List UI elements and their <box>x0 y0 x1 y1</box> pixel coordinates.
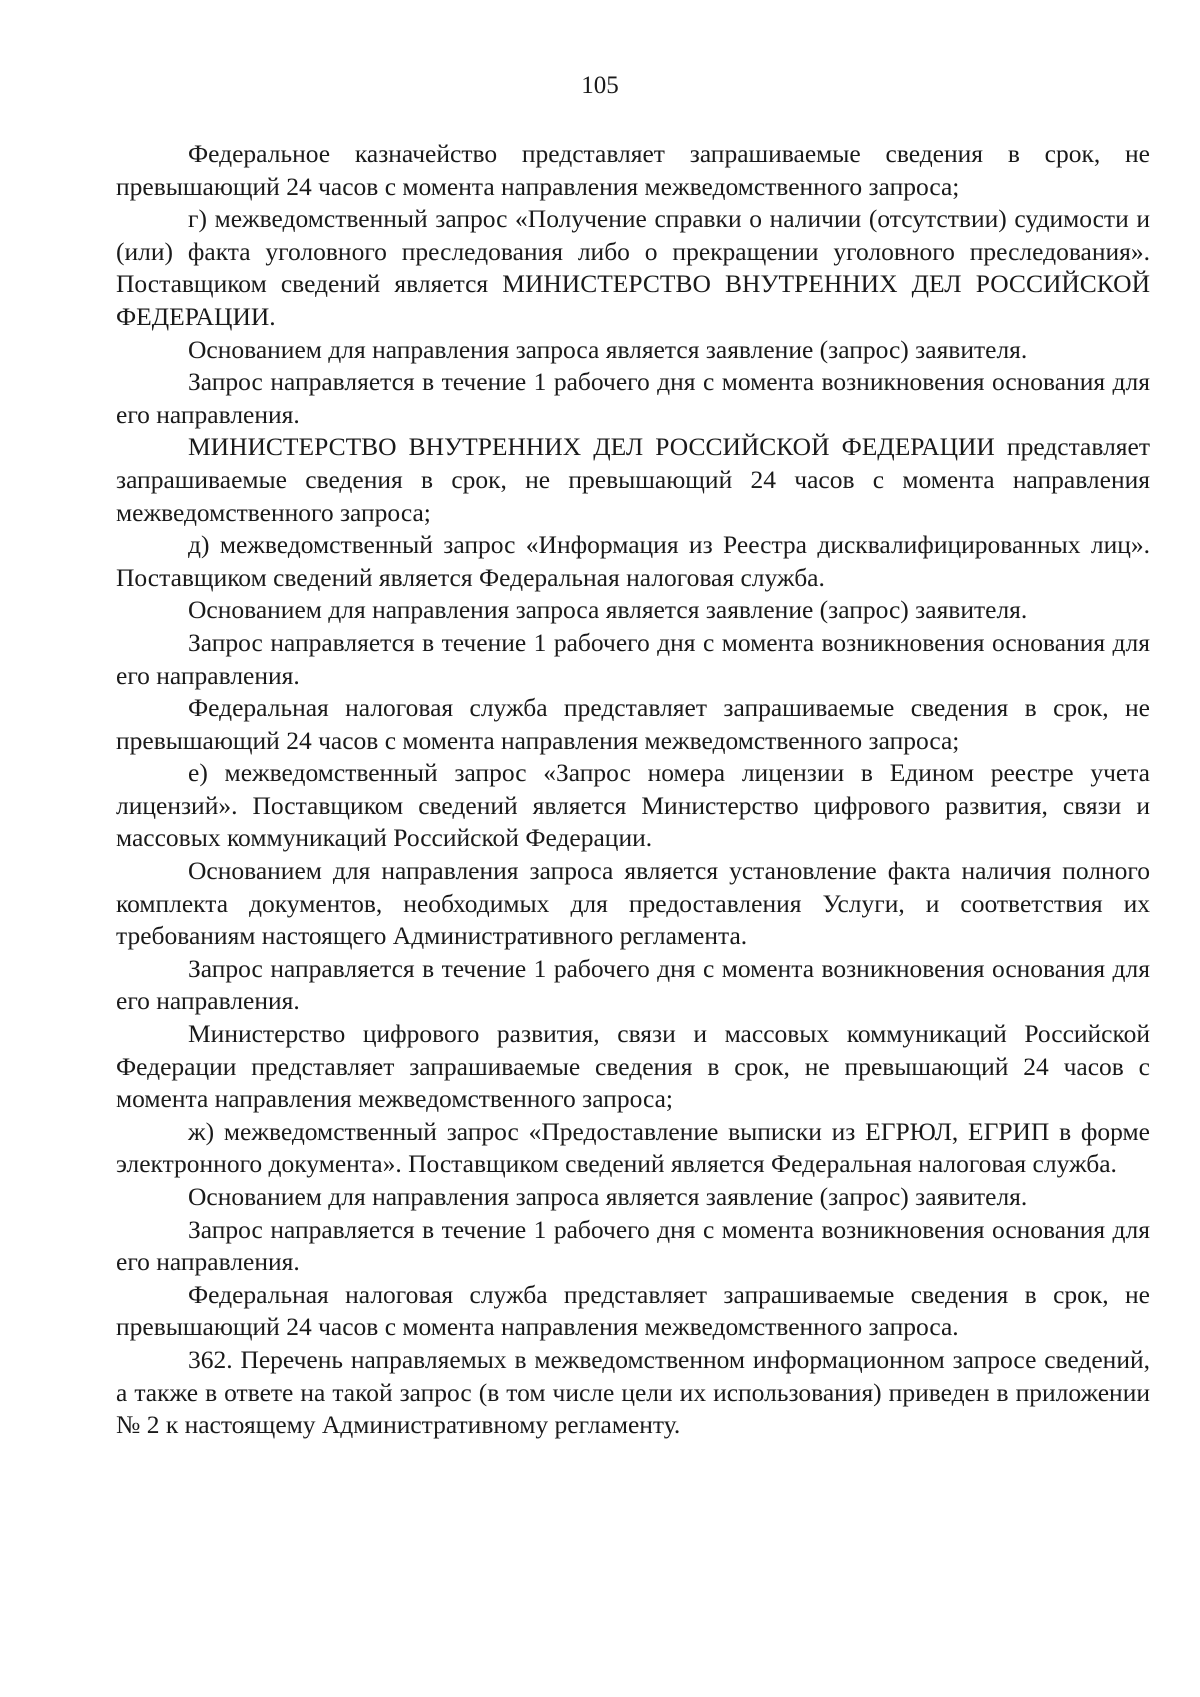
paragraph: Запрос направляется в течение 1 рабочего дня с момента возникновения основания для его направления. <box>116 1214 1150 1277</box>
paragraph: ж) межведомственный запрос «Предоставление выписки из ЕГРЮЛ, ЕГРИП в форме электронного документа». Поставщиком сведений является Федеральная налоговая служба. <box>116 1116 1150 1179</box>
paragraph: г) межведомственный запрос «Получение справки о наличии (отсутствии) судимости и (или) факта уголовного преследования либо о прекращении уголовного преследования». Поставщиком сведений является МИНИСТЕРСТВО ВНУТРЕННИХ ДЕЛ РОССИЙСКОЙ ФЕДЕРАЦИИ. <box>116 204 1150 331</box>
paragraph: Запрос направляется в течение 1 рабочего дня с момента возникновения основания для его направления. <box>116 627 1150 690</box>
paragraph: д) межведомственный запрос «Информация из Реестра дисквалифицированных лиц». Поставщиком сведений является Федеральная налоговая служба. <box>116 530 1150 592</box>
paragraph: МИНИСТЕРСТВО ВНУТРЕННИХ ДЕЛ РОССИЙСКОЙ ФЕДЕРАЦИИ представляет запрашиваемые сведения в срок, не превышающий 24 часов с момента направления межведомственного запроса; <box>116 432 1150 527</box>
paragraph: е) межведомственный запрос «Запрос номера лицензии в Едином реестре учета лицензий». Поставщиком сведений является Министерство цифрового развития, связи и массовых коммуникаций Российской Федерации. <box>116 758 1150 853</box>
paragraph: Основанием для направления запроса является заявление (запрос) заявителя. <box>188 595 1028 625</box>
paragraph: Основанием для направления запроса является заявление (запрос) заявителя. <box>188 1182 1028 1211</box>
paragraph: Основанием для направления запроса является заявление (запрос) заявителя. <box>188 334 1028 364</box>
paragraph: Запрос направляется в течение 1 рабочего дня с момента возникновения основания для его направления. <box>116 367 1150 429</box>
paragraph: Федеральная налоговая служба представляет запрашиваемые сведения в срок, не превышающий 24 часов с момента направления межведомственного запроса. <box>116 1279 1150 1342</box>
paragraph: 362. Перечень направляемых в межведомственном информационном запросе сведений, а также в ответе на такой запрос (в том числе цели их использования) приведен в приложении № 2 к настоящему Административному регламенту. <box>116 1344 1150 1440</box>
paragraph: Федеральное казначейство представляет запрашиваемые сведения в срок, не превышающий 24 часов с момента направления межведомственного запроса; <box>116 139 1150 201</box>
page-number: 105 <box>581 72 619 99</box>
paragraph: Основанием для направления запроса является установление факта наличия полного комплекта документов, необходимых для предоставления Услуги, и соответствия их требованиям настоящего Административного регламента. <box>116 856 1150 951</box>
body-text <box>116 138 1150 1442</box>
paragraph: Запрос направляется в течение 1 рабочего дня с момента возникновения основания для его направления. <box>116 953 1150 1016</box>
paragraph: Министерство цифрового развития, связи и массовых коммуникаций Российской Федерации представляет запрашиваемые сведения в срок, не превышающий 24 часов с момента направления межведомственного запроса; <box>116 1019 1150 1114</box>
paragraph: Федеральная налоговая служба представляет запрашиваемые сведения в срок, не превышающий 24 часов с момента направления межведомственного запроса; <box>116 693 1150 755</box>
